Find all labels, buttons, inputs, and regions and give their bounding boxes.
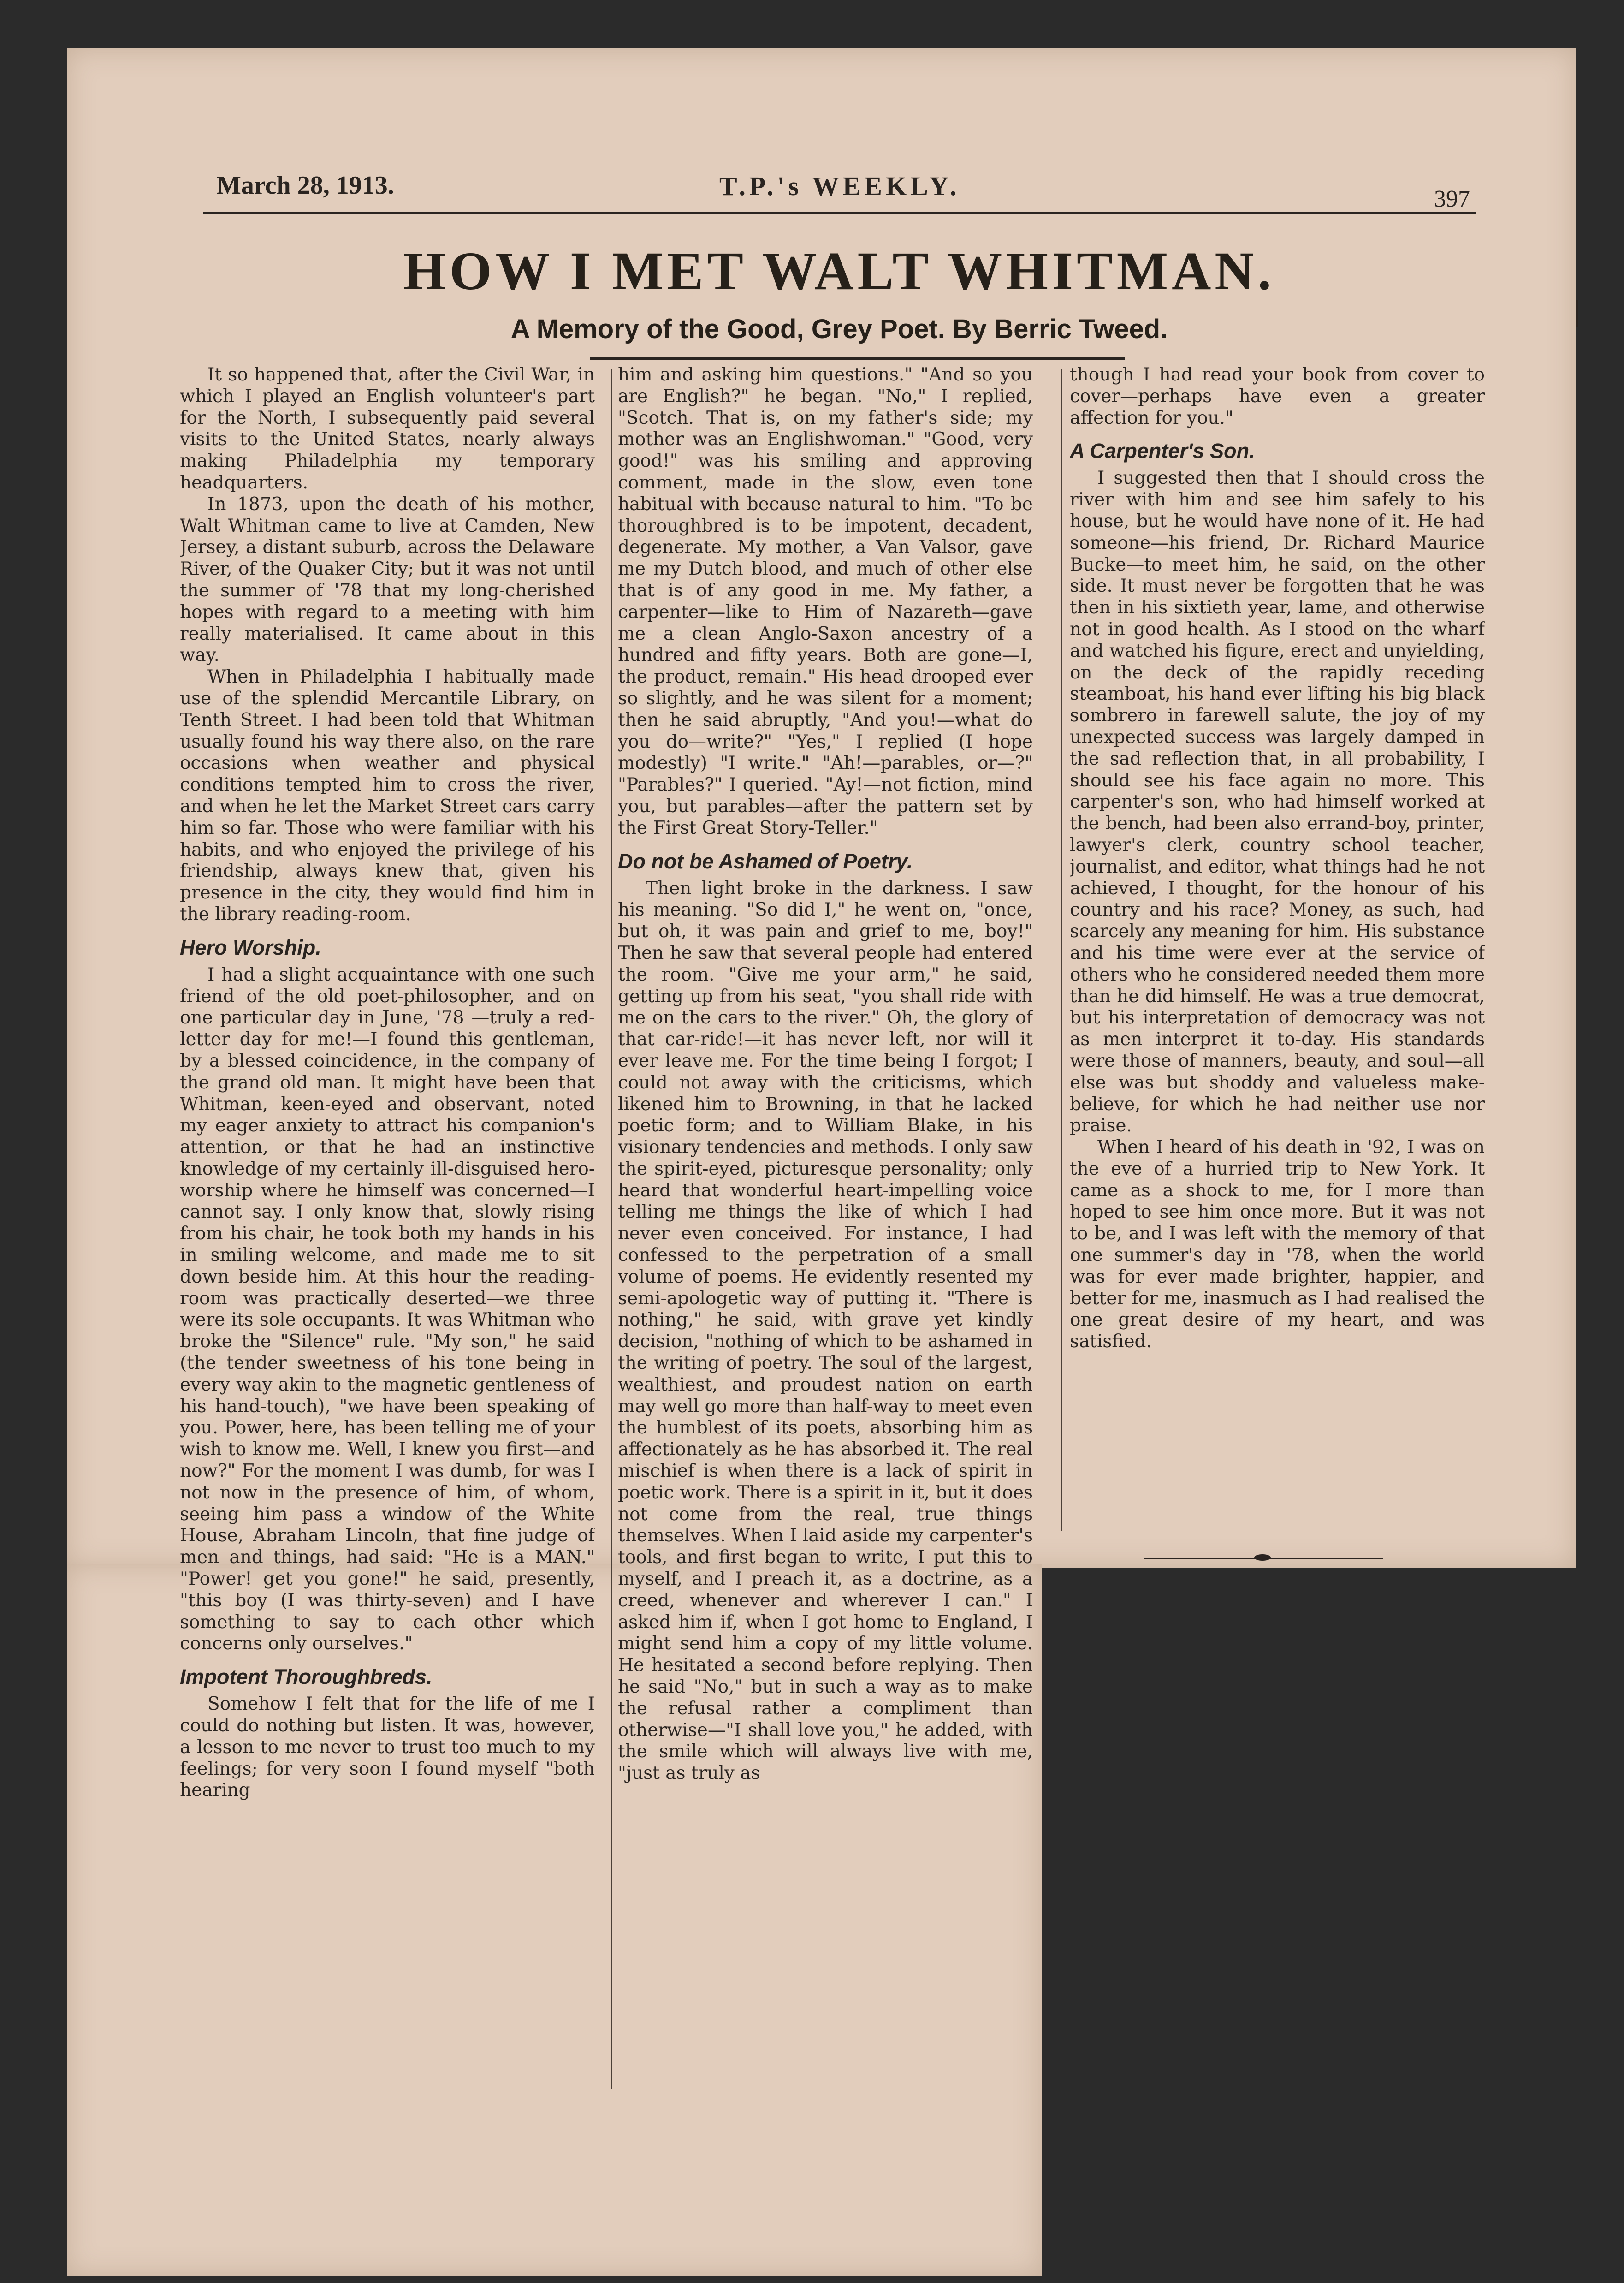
paragraph: Then light broke in the darkness. I saw his meaning. "So did I," he went on, "once, but oh, it was pain and grief to me, boy!" Then he saw that several people had entered the room. "Give me your arm," he said, getting up from his seat, "you shall ride with me on the cars to the river." Oh, the glory of that car-ride!—it has never left, nor will it ever leave me. For the time being I forgot; I could not away with the criticisms, which likened him to Browning, in that he lacked poetic form; and to William Blake, in his visionary tendencies and methods. I only saw the spirit-eyed, picturesque personality; only heard that wonderful heart-impelling voice telling me things the like of which I had never even conceived. For instance, I had confessed to the perpetration of a small volume of poems. He evidently resented my semi-apologetic way of putting it. "There is nothing," he said, with grave yet kindly decision, "nothing of which to be ashamed in the writing of poetry. The soul of the largest, wealthiest, and proudest nation on earth may well go more than half-way to meet even the humblest of its poets, absorbing him as affectionately as he has absorbed it. The real mischief is when there is a lack of spirit in poetic work. There is a spirit in it, but it does not come from the real, true things themselves. When I laid aside my carpenter's tools, and first began to write, I put this to myself, and I preach it, as a doctrine, as a creed, whenever and wherever I can." I asked him if, when I got home to England, I might send him a copy of my little volume. He hesitated a second before replying. Then he said "No," but in such a way as to make the refusal rather a compliment than otherwise—"I shall love you," he added, with the smile which will always live with me, "just as truly as bbox=[618, 878, 1033, 1784]
section-heading: Hero Worship. bbox=[180, 935, 321, 959]
article-subtitle: A Memory of the Good, Grey Poet. By Berric Tweed. bbox=[510, 314, 1168, 344]
magazine-name: T.P.'s WEEKLY. bbox=[719, 171, 960, 201]
article-column-1 bbox=[180, 364, 595, 2089]
title-rule bbox=[590, 357, 1125, 360]
paragraph: In 1873, upon the death of his mother, Walt Whitman came to live at Camden, New Jersey, a distant suburb, across the Delaware River, of the Quaker City; but it was not until the summer of '78 that my long-cherished hopes with regard to a meeting with him really materialised. It came about in this way. bbox=[180, 493, 595, 666]
issue-date: March 28, 1913. bbox=[217, 171, 394, 200]
page-number: 397 bbox=[1434, 186, 1470, 212]
section-heading: A Carpenter's Son. bbox=[1070, 439, 1255, 463]
paragraph: him and asking him questions." "And so you are English?" he began. "No," I replied, "Scotch. That is, on my father's side; my mother was an Englishwoman." "Good, very good!" was his smiling and approving comment, made in the slow, even tone habitual with because natural to him. "To be thoroughbred is to be impotent, decadent, degenerate. My mother, a Van Valsor, gave me my Dutch blood, and much of other else that is of any good in me. My father, a carpenter—like to Him of Nazareth—gave me a clean Anglo-Saxon ancestry of a hundred and fifty years. Both are gone—I, the product, remain." His head drooped ever so slightly, and he was silent for a moment; then he said abruptly, "And you!—what do you do—write?" "Yes," I replied (I hope modestly) "I write." "Ah!—parables, or—?" "Parables?" I queried. "Ay!—not fiction, mind you, but parables—after the pattern set by the First Great Story-Teller." bbox=[618, 364, 1033, 838]
paragraph: It so happened that, after the Civil War, in which I played an English volunteer's part for the North, I subsequently paid several visits to the United States, nearly always making Philadelphia my temporary headquarters. bbox=[180, 364, 595, 493]
column-divider bbox=[1061, 369, 1062, 1531]
edge-mark bbox=[1576, 300, 1578, 327]
section-heading: Impotent Thoroughbreds. bbox=[180, 1665, 433, 1689]
paragraph: When I heard of his death in '92, I was on the eve of a hurried trip to New York. It came as a shock to me, for I more than hoped to see him once more. But it was not to be, and I was left with the memory of that one summer's day in '78, when the world was for ever made brighter, happier, and better for me, inasmuch as I had realised the one great desire of my heart, and was satisfied. bbox=[1070, 1137, 1485, 1352]
article-title: HOW I MET WALT WHITMAN. bbox=[403, 241, 1275, 301]
header-rule bbox=[203, 212, 1476, 214]
end-ornament bbox=[1254, 1554, 1271, 1561]
section-heading: Do not be Ashamed of Poetry. bbox=[618, 849, 913, 873]
paragraph: I suggested then that I should cross the river with him and see him safely to his house, but he would have none of it. He had someone—his friend, Dr. Richard Maurice Bucke—to meet him, he said, on the other side. It must never be forgotten that he was then in his sixtieth year, lame, and otherwise not in good health. As I stood on the wharf and watched his figure, erect and unyielding, on the deck of the rapidly receding steamboat, his hand ever lifting his big black sombrero in farewell salute, the joy of my unexpected success was largely damped in the sad reflection that, in all probability, I should see his face again no more. This carpenter's son, who had himself worked at the bench, had been also errand-boy, printer, lawyer's clerk, country school teacher, journalist, and editor, what things had he not achieved, I thought, for the honour of his country and his race? Money, as such, had scarcely any meaning for him. His substance and his time were ever at the service of others who he considered needed them more than he did himself. He was a true democrat, but his interpretation of democracy was not as men interpret it to-day. His standards were those of manners, beauty, and soul—all else was but shoddy and valueless make-believe, for which he had neither use nor praise. bbox=[1070, 468, 1485, 1136]
paragraph: Somehow I felt that for the life of me I could do nothing but listen. It was, however, a lesson to me never to trust too much to my feelings; for very soon I found myself "both hearing bbox=[180, 1694, 595, 1801]
article-column-3 bbox=[1070, 364, 1485, 1536]
column-divider bbox=[611, 369, 612, 2089]
paragraph: When in Philadelphia I habitually made use of the splendid Mercantile Library, on Tenth Street. I had been told that Whitman usually found his way there also, on the rare occasions when weather and physical conditions tempted him to cross the river, and when he let the Market Street cars carry him so far. Those who were familiar with his habits, and who enjoyed the privilege of his friendship, always knew that, given his presence in the city, they would find him in the library reading-room. bbox=[180, 666, 595, 925]
paragraph: I had a slight acquaintance with one such friend of the old poet-philosopher, and on one particular day in June, '78 —truly a red-letter day for me!—I found this gentleman, by a blessed coincidence, in the company of the grand old man. It might have been that Whitman, keen-eyed and observant, noted my eager anxiety to attract his companion's attention, or that he had an instinctive knowledge of my certainly ill-disguised hero-worship where he himself was concerned—I cannot say. I only know that, slowly rising from his chair, he took both my hands in his in smiling welcome, and made me to sit down beside him. At this hour the reading-room was practically deserted—we three were its sole occupants. It was Whitman who broke the "Silence" rule. "My son," he said (the tender sweetness of his tone being in every way akin to the magnetic gentleness of his hand-touch), "we have been speaking of you. Power, here, has been telling me of your wish to know me. Well, I knew you first—and now?" For the moment I was dumb, for was I not now in the presence of him, of whom, seeing him pass a window of the White House, Abraham Lincoln, that fine judge of men and things, had said: "He is a MAN." "Power! get you gone!" he said, presently, "this boy (I was thirty-seven) and I have something to say to each other which concerns only ourselves." bbox=[180, 964, 595, 1654]
article-column-2 bbox=[618, 364, 1033, 2094]
paragraph: though I had read your book from cover to cover—perhaps have even a greater affection for you." bbox=[1070, 364, 1485, 428]
